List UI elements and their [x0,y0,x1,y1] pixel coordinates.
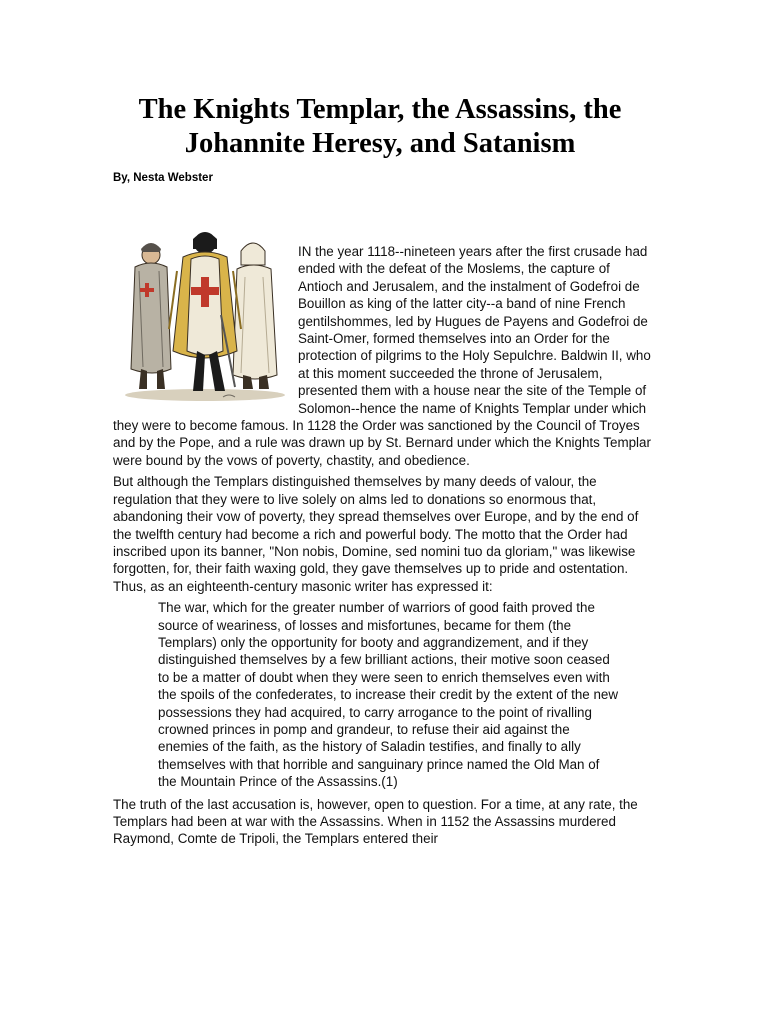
article-body [113,243,655,848]
illustration-wrap-space [113,243,298,407]
paragraph-2: But although the Templars distinguished themselves by many deeds of valour, the regulation that they were to live solely on alms led to donations so enormous that, abandoning their vow of poverty, they spread themselves over Europe, and by the end of the twelfth century had become a rich and powerful body. The motto that the Order had inscribed upon its banner, "Non nobis, Domine, sed nomini tuo da gloriam," was likewise forgotten, for, their faith waxing gold, they gave themselves up to pride and ostentation. Thus, as an eighteenth-century masonic writer has expressed it: [113,474,639,594]
block-quote: The war, which for the greater number of warriors of good faith proved the source of weariness, of losses and misfortunes, became for them (the Templars) only the opportunity for booty and aggrandizement, and if they distinguished themselves by a few brilliant actions, their motive soon ceased to be a matter of doubt when they were seen to enrich themselves even with the spoils of the confederates, to increase their credit by the extent of the new possessions they had acquired, to carry arrogance to the point of rivalling crowned princes in pomp and grandeur, to refuse their aid against the enemies of the faith, as the history of Saladin testifies, and finally to ally themselves with that horrible and sanguinary prince named the Old Man of the Mountain Prince of the Assassins.(1) [158,600,619,790]
document-title: The Knights Templar, the Assassins, the Johannite Heresy, and Satanism [138,94,622,159]
author-byline: By, Nesta Webster [113,172,213,184]
paragraph-1: IN the year 1118--nineteen years after the first crusade had ended with the defeat of the Moslems, the capture of Antioch and Jerusalem, and the instalment of Godefroi de Bouillon as king of the latter city--a band of nine French gentilshommes, led by Hugues de Payens and Godefroi de Saint-Omer, formed themselves into an Order for the protection of pilgrims to the Holy Sepulchre. Baldwin II, who at this moment succeeded the throne of Jerusalem, presented them with a house near the site of the Temple of Solomon--hence the name of Knights Templar under which they were to become famous. In 1128 the Order was sanctioned by the Council of Troyes and by the Pope, and a rule was drawn up by St. Bernard under which the Knights Templar were bound by the vows of poverty, chastity, and obedience. [113,244,651,468]
paragraph-3: The truth of the last accusation is, however, open to question. For a time, at any rate, the Templars had been at war with the Assassins. When in 1152 the Assassins murdered Raymond, Comte de Tripoli, the Templars entered their [113,796,638,847]
